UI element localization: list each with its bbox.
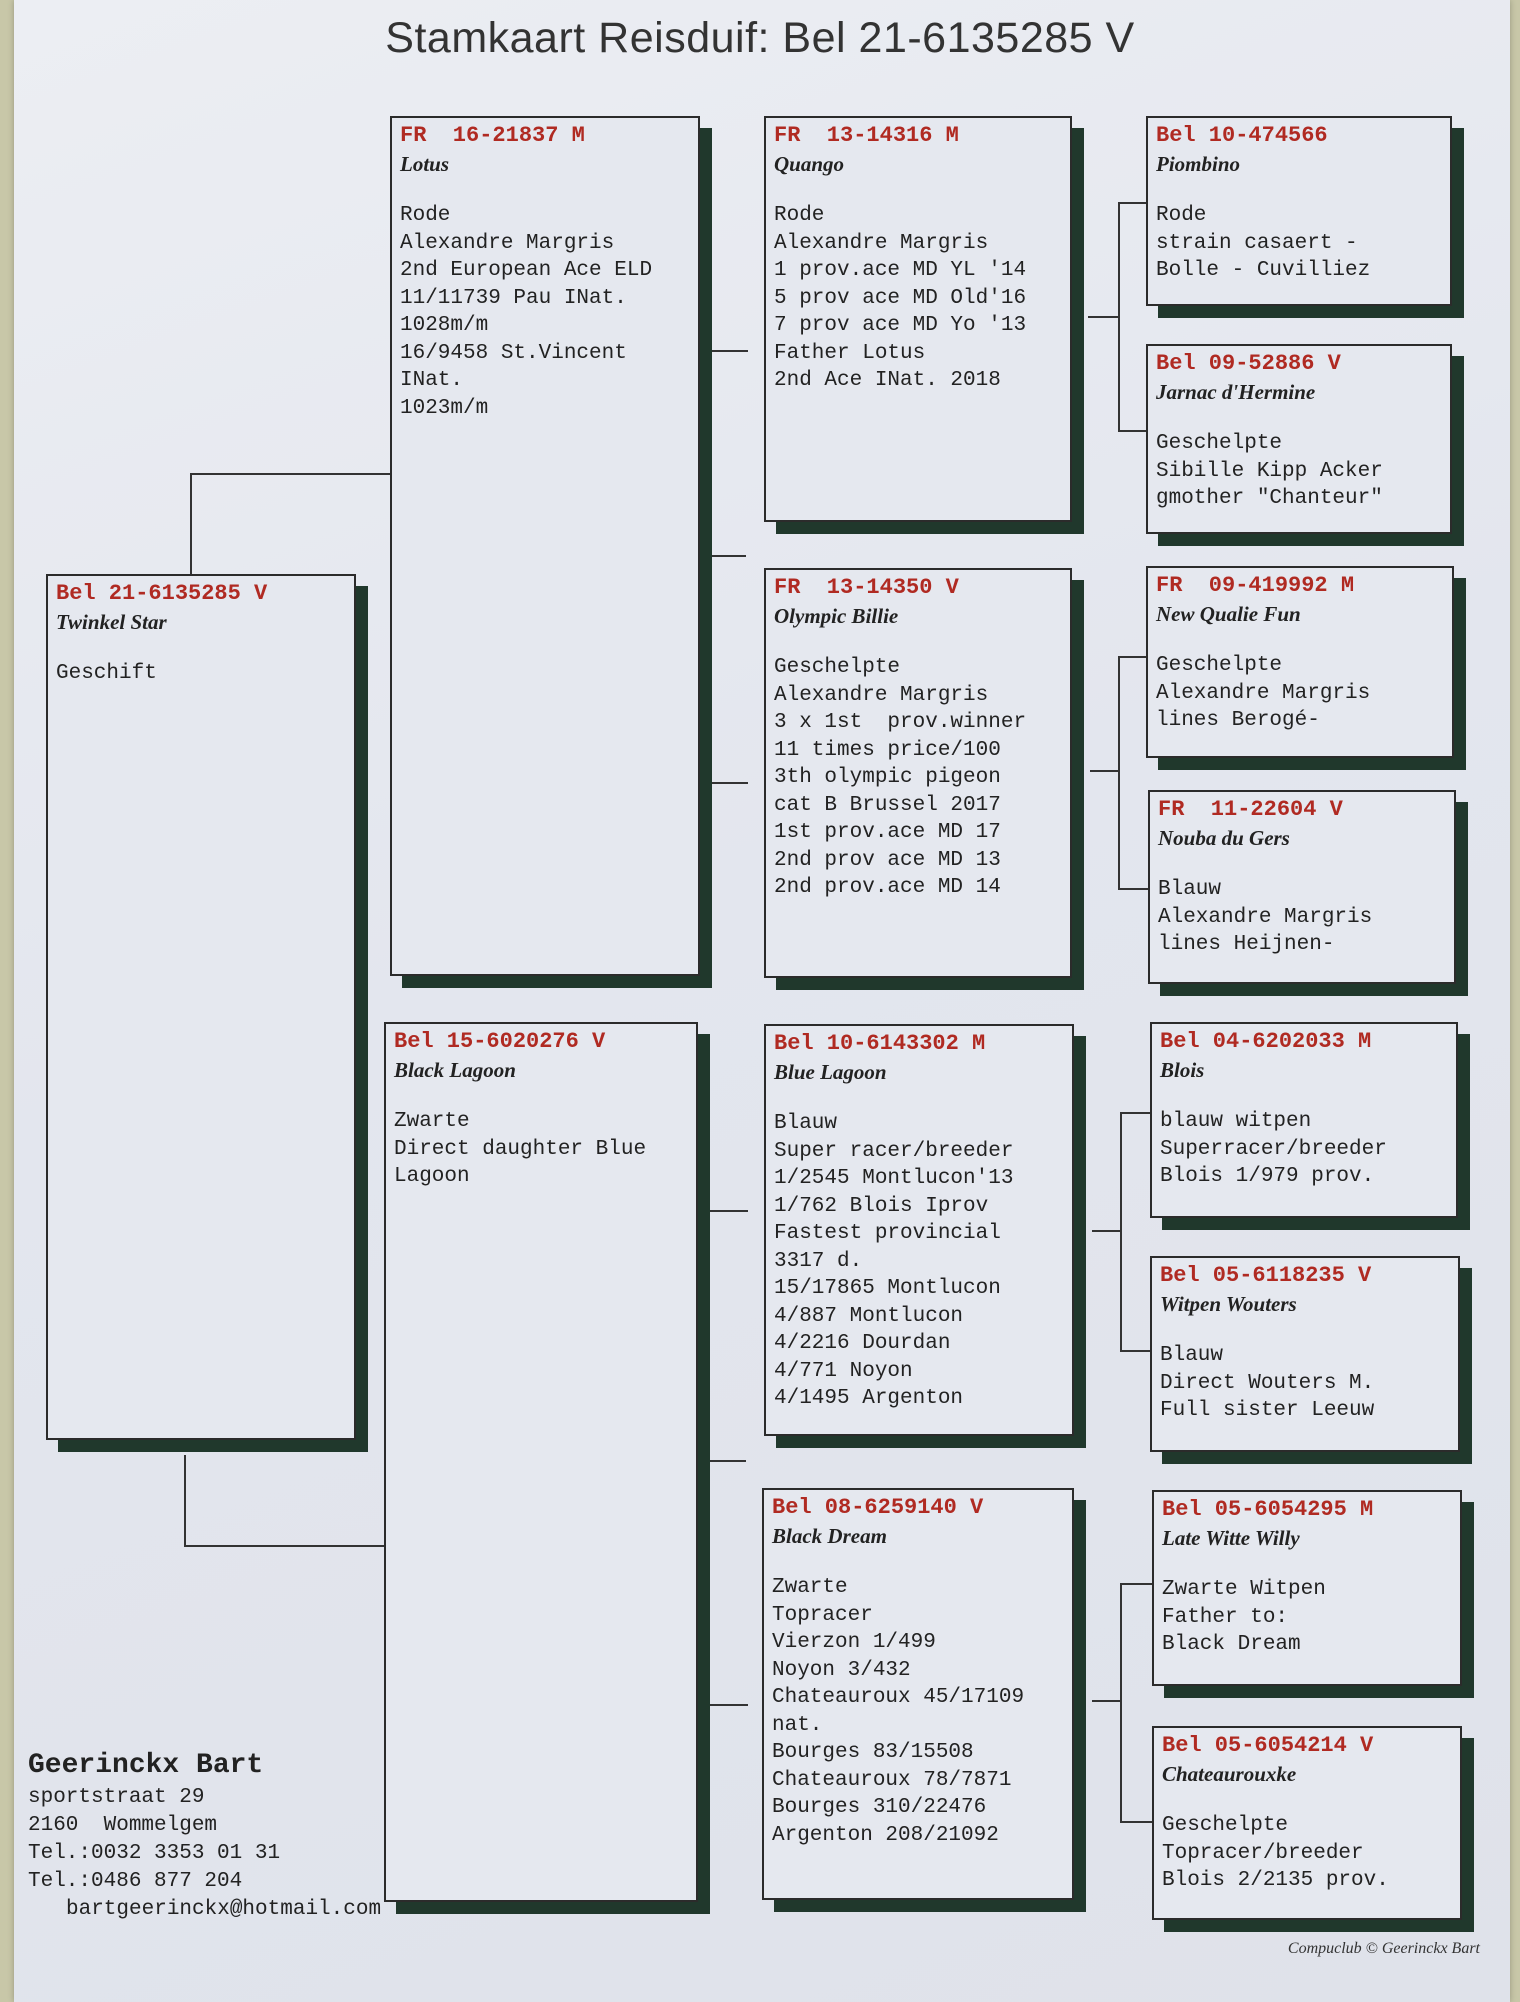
- connector: [190, 473, 392, 577]
- card-line: 3 x 1st prov.winner: [774, 711, 1027, 734]
- pigeon-name: Piombino: [1156, 152, 1241, 176]
- card-line: gmother "Chanteur": [1156, 487, 1383, 510]
- pigeon-name: Chateaurouxke: [1162, 1762, 1297, 1786]
- ring-number: Bel 21-6135285 V: [56, 581, 268, 606]
- owner-email: bartgeerinckx@hotmail.com: [66, 1898, 382, 1921]
- ring-number: Bel 04-6202033 M: [1160, 1029, 1372, 1054]
- card-line: 2nd prov ace MD 13: [774, 848, 1001, 872]
- pedigree-card-fm: [764, 568, 1072, 978]
- pedigree-card-mmm: [1152, 1726, 1462, 1920]
- pigeon-name: Lotus: [400, 152, 450, 176]
- pedigree-card-mf: [764, 1024, 1074, 1436]
- card-line: Superracer/breeder: [1160, 1137, 1387, 1161]
- pigeon-name: Black Lagoon: [394, 1058, 516, 1082]
- card-line: 4/771 Noyon: [774, 1359, 913, 1383]
- card-line: 1028m/m: [400, 314, 489, 337]
- ring-number: Bel 10-474566: [1156, 123, 1328, 148]
- card-line: Chateauroux 78/7871: [772, 1768, 1012, 1792]
- ring-number: FR 11-22604 V: [1158, 797, 1343, 822]
- card-line: Bolle - Cuvilliez: [1156, 259, 1371, 282]
- connector: [1120, 1112, 1152, 1352]
- pigeon-name: Twinkel Star: [56, 610, 167, 634]
- connector: [706, 1460, 746, 1462]
- card-line: Geschelpte: [1156, 654, 1283, 677]
- ring-number: Bel 10-6143302 M: [774, 1031, 986, 1056]
- ring-number: Bel 05-6118235 V: [1160, 1263, 1372, 1288]
- pedigree-card-mother: [384, 1022, 698, 1902]
- card-line: Geschelpte: [1162, 1814, 1289, 1837]
- card-line: Direct Wouters M.: [1160, 1371, 1375, 1395]
- ring-number: Bel 09-52886 V: [1156, 351, 1341, 376]
- card-line: 4/1495 Argenton: [774, 1387, 964, 1410]
- ring-number: Bel 05-6054295 M: [1162, 1497, 1374, 1522]
- pigeon-name: Quango: [774, 152, 845, 176]
- connector: [1120, 1583, 1152, 1823]
- ring-number: FR 13-14350 V: [774, 575, 959, 600]
- pigeon-name: Witpen Wouters: [1160, 1292, 1297, 1316]
- card-line: 1/762 Blois Iprov: [774, 1194, 989, 1218]
- card-line: Vierzon 1/499: [772, 1631, 936, 1654]
- page-title: Stamkaart Reisduif: Bel 21-6135285 V: [385, 14, 1135, 62]
- card-line: 16/9458 St.Vincent: [400, 341, 627, 365]
- card-line: Blois 2/2135 prov.: [1162, 1869, 1389, 1892]
- card-line: Alexandre Margris: [400, 231, 615, 255]
- card-line: Bourges 83/15508: [772, 1741, 974, 1764]
- card-line: 1/2545 Montlucon'13: [774, 1167, 1014, 1190]
- connector: [702, 1210, 748, 1706]
- card-line: Alexandre Margris: [1156, 681, 1371, 705]
- card-line: 4/887 Montlucon: [774, 1304, 964, 1328]
- card-line: 3317 d.: [774, 1249, 863, 1273]
- card-line: Super racer/breeder: [774, 1139, 1014, 1163]
- pedigree-card-mm: [762, 1488, 1074, 1900]
- card-line: lines Berogé-: [1156, 709, 1320, 732]
- pedigree-card-mfm: [1150, 1256, 1460, 1452]
- card-line: Argenton 208/21092: [772, 1823, 999, 1847]
- credit-line: Compuclub © Geerinckx Bart: [1287, 1940, 1480, 1957]
- card-line: Rode: [400, 204, 451, 227]
- pigeon-name: Nouba du Gers: [1158, 826, 1290, 850]
- card-line: 7 prov ace MD Yo '13: [774, 314, 1027, 337]
- pedigree-card-father: [390, 116, 700, 976]
- card-line: lines Heijnen-: [1158, 933, 1335, 956]
- card-line: Bourges 310/22476: [772, 1796, 987, 1819]
- owner-city: 2160 Wommelgem: [28, 1814, 218, 1837]
- card-line: Noyon 3/432: [772, 1658, 911, 1682]
- owner-block: [28, 1748, 381, 1924]
- ring-number: Bel 08-6259140 V: [772, 1495, 984, 1520]
- card-line: 15/17865 Montlucon: [774, 1277, 1001, 1300]
- pigeon-name: Olympic Billie: [774, 604, 899, 628]
- card-line: nat.: [772, 1713, 823, 1737]
- pigeon-name: Black Dream: [772, 1524, 887, 1548]
- card-line: 11 times price/100: [774, 738, 1001, 762]
- card-line: Blauw: [1158, 878, 1222, 901]
- pigeon-name: New Qualie Fun: [1156, 602, 1301, 626]
- ring-number: FR 16-21837 M: [400, 123, 585, 148]
- card-line: cat B Brussel 2017: [774, 793, 1001, 817]
- card-line: 3th olympic pigeon: [774, 766, 1001, 789]
- connector: [706, 555, 746, 557]
- card-line: 2nd prov.ace MD 14: [774, 876, 1001, 899]
- card-line: Geschelpte: [1156, 432, 1283, 455]
- card-line: Rode: [1156, 204, 1207, 227]
- pedigree-card-mmf: [1152, 1490, 1462, 1686]
- card-line: Black Dream: [1162, 1633, 1301, 1656]
- card-line: Father Lotus: [774, 341, 926, 365]
- card-line: Blauw: [774, 1112, 838, 1135]
- connector: [1090, 770, 1120, 772]
- card-line: Alexandre Margris: [774, 231, 989, 255]
- card-line: Blauw: [1160, 1344, 1224, 1367]
- connector: [184, 1455, 386, 1547]
- card-line: blauw witpen: [1160, 1110, 1312, 1133]
- card-line: 5 prov ace MD Old'16: [774, 286, 1027, 310]
- pigeon-name: Blue Lagoon: [774, 1060, 887, 1084]
- pigeon-name: Late Witte Willy: [1162, 1526, 1300, 1550]
- pedigree-card-subject: [46, 574, 356, 1440]
- pedigree-card-ffm: [1146, 344, 1452, 534]
- card-line: Sibille Kipp Acker: [1156, 459, 1383, 483]
- card-line: Alexandre Margris: [774, 683, 989, 707]
- card-line: Rode: [774, 204, 825, 227]
- card-line: Geschift: [56, 662, 157, 685]
- card-line: Fastest provincial: [774, 1222, 1001, 1245]
- pedigree-card-ff: [764, 116, 1072, 522]
- card-line: Full sister Leeuw: [1160, 1399, 1375, 1422]
- owner-phone-1: Tel.:0032 3353 01 31: [28, 1842, 281, 1865]
- ring-number: Bel 15-6020276 V: [394, 1029, 606, 1054]
- ring-number: FR 09-419992 M: [1156, 573, 1355, 598]
- card-line: Zwarte Witpen: [1162, 1578, 1326, 1601]
- pedigree-card-fmf: [1146, 566, 1454, 758]
- pedigree-card-fff: [1146, 116, 1452, 306]
- ring-number: Bel 05-6054214 V: [1162, 1733, 1374, 1758]
- card-line: Father to:: [1162, 1605, 1289, 1629]
- card-line: Zwarte: [394, 1110, 470, 1133]
- pedigree-card-mff: [1150, 1022, 1458, 1218]
- connector: [702, 350, 748, 784]
- card-line: Direct daughter Blue: [394, 1137, 647, 1161]
- card-line: 1023m/m: [400, 396, 489, 420]
- card-line: Chateauroux 45/17109: [772, 1686, 1025, 1709]
- pedigree-card-fmm: [1148, 790, 1456, 984]
- connector: [1092, 1230, 1122, 1232]
- card-line: 1 prov.ace MD YL '14: [774, 259, 1027, 282]
- pigeon-name: Blois: [1160, 1058, 1205, 1082]
- card-line: Geschelpte: [774, 656, 901, 679]
- owner-name: Geerinckx Bart: [28, 1750, 264, 1781]
- card-line: Alexandre Margris: [1158, 905, 1373, 929]
- card-line: 2nd European Ace ELD: [400, 259, 653, 282]
- card-line: 2nd Ace INat. 2018: [774, 369, 1001, 392]
- owner-street: sportstraat 29: [28, 1786, 205, 1809]
- pigeon-name: Jarnac d'Hermine: [1156, 380, 1316, 404]
- card-line: 11/11739 Pau INat.: [400, 286, 627, 310]
- card-line: Zwarte: [772, 1576, 848, 1599]
- connector: [1088, 316, 1118, 318]
- ring-number: FR 13-14316 M: [774, 123, 959, 148]
- owner-phone-2: Tel.:0486 877 204: [28, 1870, 243, 1893]
- card-line: Topracer: [772, 1603, 873, 1627]
- card-line: Lagoon: [394, 1165, 470, 1188]
- card-line: INat.: [400, 369, 464, 392]
- card-line: strain casaert -: [1156, 231, 1358, 255]
- connector: [1092, 1700, 1122, 1702]
- card-line: Blois 1/979 prov.: [1160, 1165, 1375, 1188]
- card-line: 4/2216 Dourdan: [774, 1332, 951, 1355]
- card-line: 1st prov.ace MD 17: [774, 821, 1001, 844]
- card-line: Topracer/breeder: [1162, 1841, 1364, 1865]
